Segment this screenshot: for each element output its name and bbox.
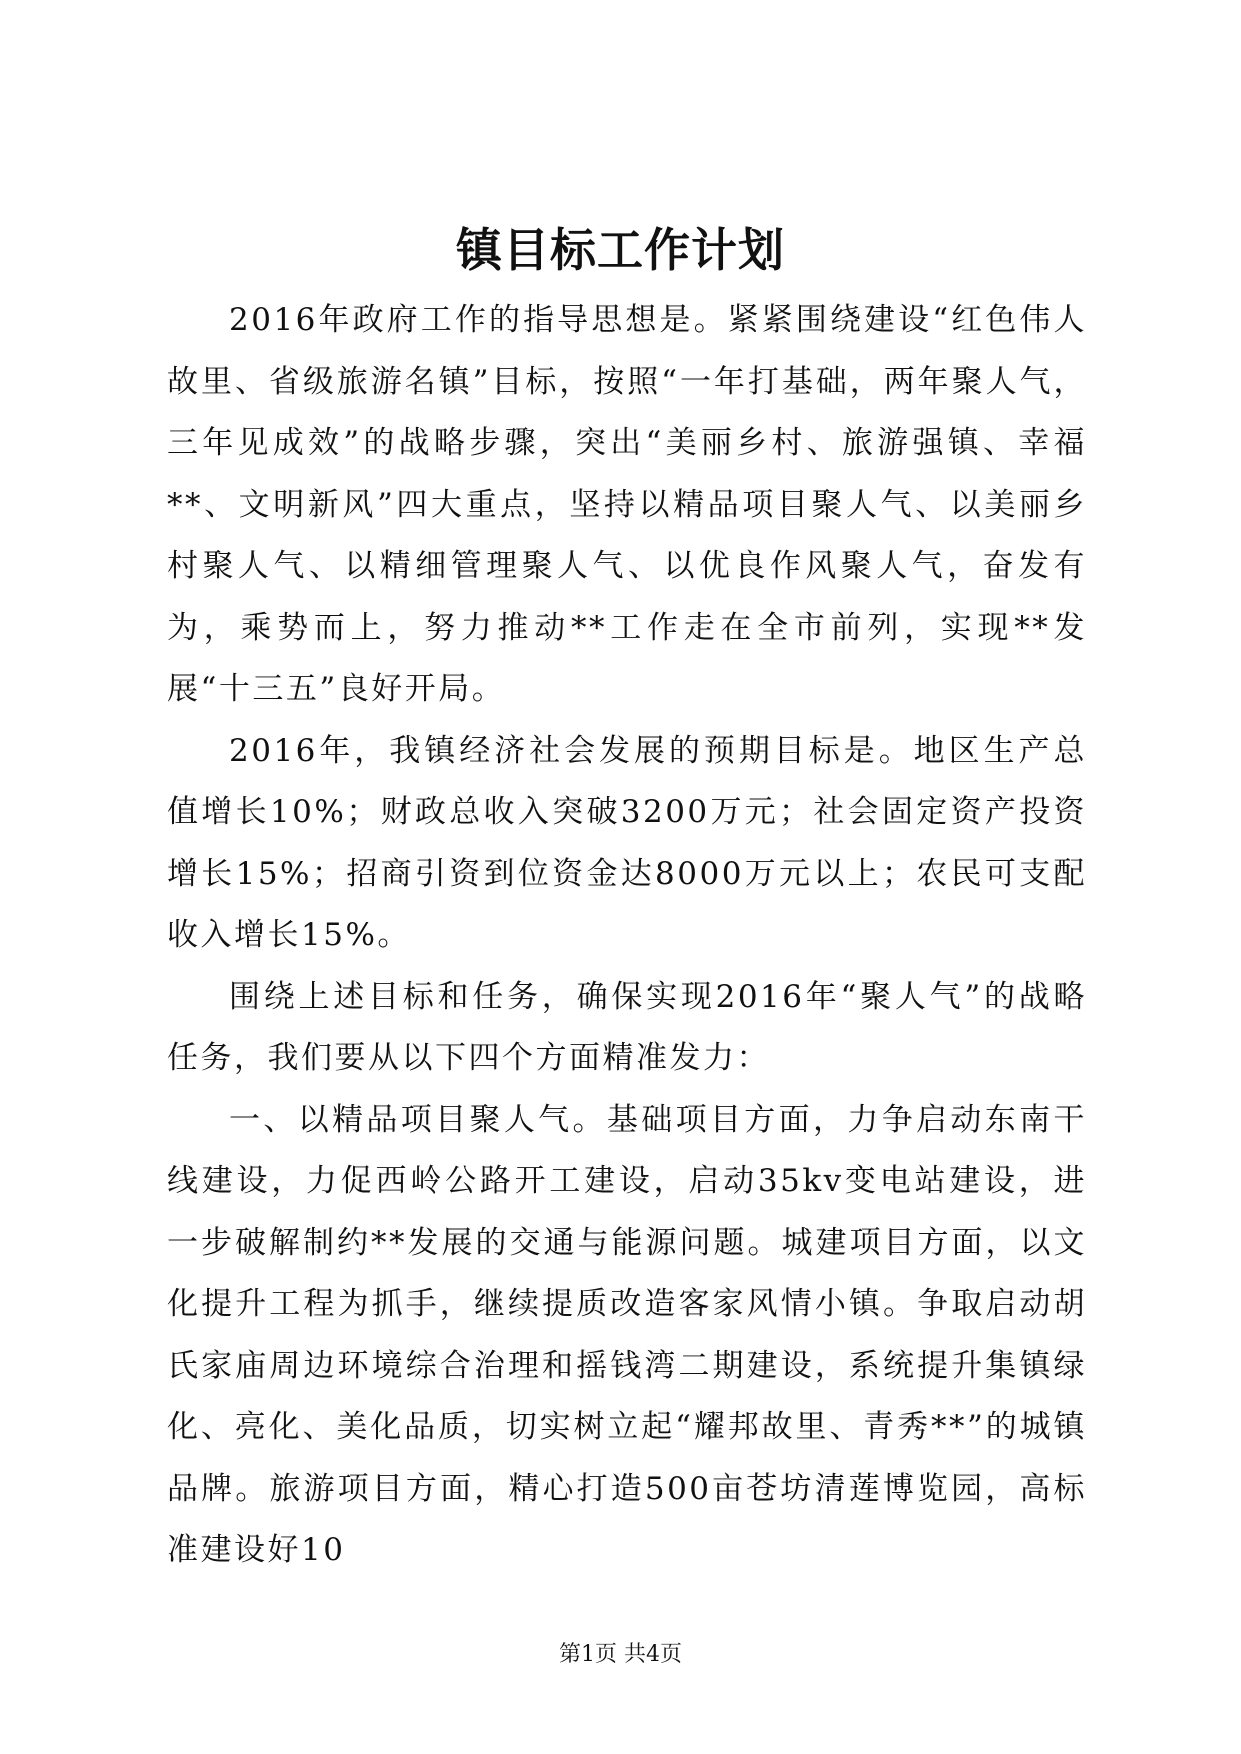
paragraph-expected-targets: 2016年，我镇经济社会发展的预期目标是。地区生产总值增长10%；财政总收入突破3200万元；社会固定资产投资增长15%；招商引资到位资金达8000万元以上；农民可支配收入增长15%。 [167, 732, 1087, 953]
paragraph-four-aspects: 围绕上述目标和任务，确保实现2016年“聚人气”的战略任务，我们要从以下四个方面精准发力： [167, 978, 1087, 1076]
paragraph-quality-projects: 一、以精品项目聚人气。基础项目方面，力争启动东南干线建设，力促西岭公路开工建设，启动35kv变电站建设，进一步破解制约**发展的交通与能源问题。城建项目方面，以文化提升工程为抓手，继续提质改造客家风情小镇。争取启动胡氏家庙周边环境综合治理和摇钱湾二期建设，系统提升集镇绿化、亮化、美化品质，切实树立起“耀邦故里、青秀**”的城镇品牌。旅游项目方面，精心打造500亩苍坊清莲博览园，高标准建设好10 [167, 1101, 1087, 1568]
paragraph-guiding-thought: 2016年政府工作的指导思想是。紧紧围绕建设“红色伟人故里、省级旅游名镇”目标，按照“一年打基础，两年聚人气，三年见成效”的战略步骤，突出“美丽乡村、旅游强镇、幸福**、文明新风”四大重点，坚持以精品项目聚人气、以美丽乡村聚人气、以精细管理聚人气、以优良作风聚人气，奋发有为，乘势而上，努力推动**工作走在全市前列，实现**发展“十三五”良好开局。 [167, 302, 1087, 707]
page-number-footer: 第1页 共4页 [559, 1642, 682, 1667]
document-title: 镇目标工作计划 [456, 223, 785, 277]
document-body [167, 290, 1087, 1582]
